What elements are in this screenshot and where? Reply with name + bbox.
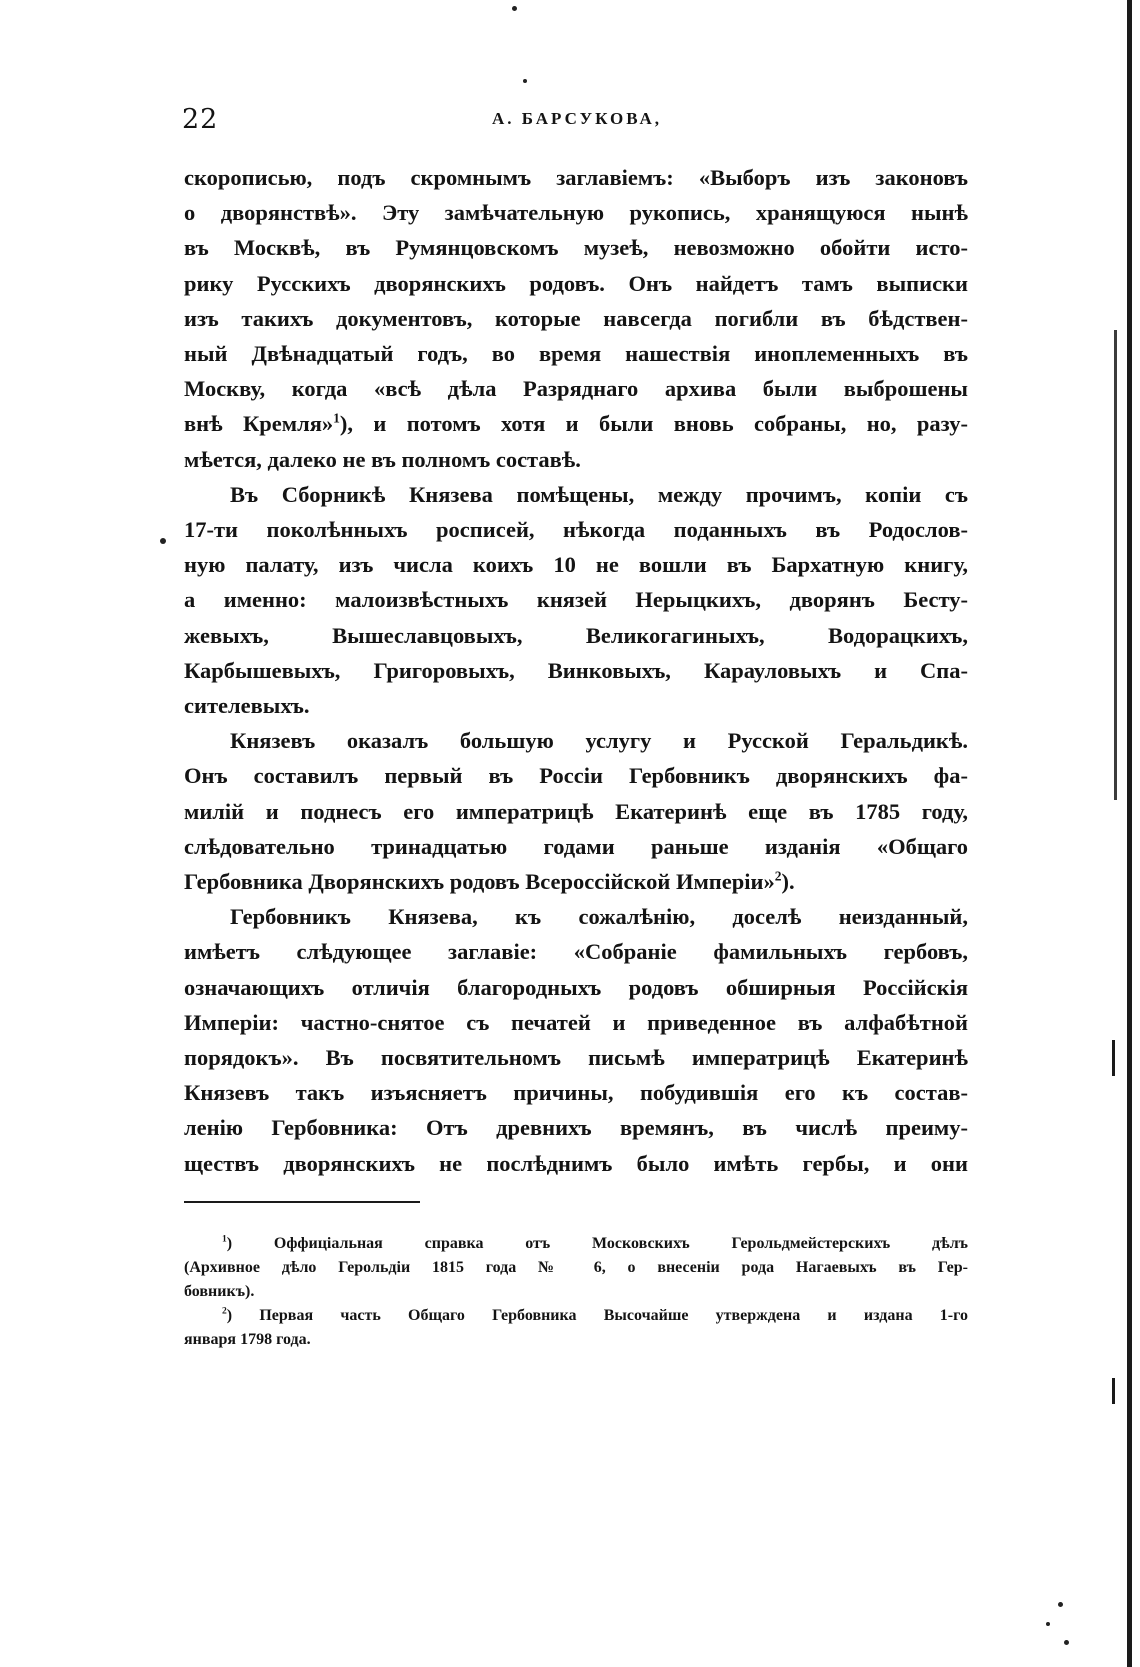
text-line: о дворянствѣ». Эту замѣчательную рукопись, хранящуюся нынѣ bbox=[184, 200, 968, 226]
text-line: ный Двѣнадцатый годъ, во время нашествія иноплеменныхъ въ bbox=[184, 341, 968, 367]
running-head bbox=[182, 104, 972, 140]
footnote-line: (Архивное дѣло Герольдіи 1815 года № 6, о внесеніи рода Нагаевыхъ въ Гер- bbox=[184, 1259, 968, 1276]
running-title: А. БАРСУКОВА, bbox=[491, 109, 663, 128]
text-line: Москву, когда «всѣ дѣла Разряднаго архива были выброшены bbox=[184, 376, 968, 402]
scan-edge-mark bbox=[1112, 1378, 1115, 1404]
text-line: ную палату, изъ числа коихъ 10 не вошли въ Бархатную книгу, bbox=[184, 552, 968, 578]
text-line: означающихъ отличія благородныхъ родовъ обширныя Россійскія bbox=[184, 974, 968, 1000]
footnote-text: ) Первая часть Общаго Гербовника Высочайше утверждена и издана 1-го bbox=[226, 1307, 968, 1324]
text-line: Князевъ оказалъ большую услугу и Русской Геральдикѣ. bbox=[230, 728, 968, 754]
text-line: а именно: малоизвѣстныхъ князей Нерыцкихъ, дворянъ Бесту- bbox=[184, 587, 968, 613]
footnote-ref-1: 1 bbox=[333, 410, 340, 426]
text-fragment: ). bbox=[781, 869, 795, 895]
text-fragment: внѣ Кремля» bbox=[184, 411, 334, 437]
scan-edge-line bbox=[1127, 0, 1132, 1667]
text-line: ленію Гербовника: Отъ древнихъ времянъ, въ числѣ преиму- bbox=[184, 1115, 968, 1141]
text-fragment: ), и потомъ хотя и были вновь собраны, но, разу- bbox=[339, 411, 968, 437]
body-text bbox=[184, 160, 968, 1181]
footnote-line: бовникъ). bbox=[184, 1283, 255, 1300]
text-line: скорописью, подъ скромнымъ заглавіемъ: «Выборъ изъ законовъ bbox=[184, 165, 968, 190]
text-line: Князевъ такъ изъясняетъ причины, побудившія его къ состав- bbox=[184, 1080, 968, 1106]
footnote-text: ) Оффиціальная справка отъ Московскихъ Герольдмейстерскихъ дѣлъ bbox=[226, 1235, 968, 1252]
text-line: имѣетъ слѣдующее заглавіе: «Собраніе фамильныхъ гербовъ, bbox=[184, 939, 968, 965]
scan-edge-mark bbox=[1114, 330, 1117, 800]
text-line: въ Москвѣ, въ Румянцовскомъ музеѣ, невозможно обойти исто- bbox=[184, 235, 968, 261]
page-number: 22 bbox=[182, 104, 219, 135]
text-line: 17-ти поколѣнныхъ росписей, нѣкогда поданныхъ въ Родослов- bbox=[184, 517, 968, 543]
text-line: изъ такихъ документовъ, которые навсегда погибли въ бѣдствен- bbox=[184, 305, 968, 331]
text-line: рику Русскихъ дворянскихъ родовъ. Онъ найдетъ тамъ выписки bbox=[184, 270, 968, 296]
footnote-2 bbox=[184, 1304, 968, 1328]
footnote-1 bbox=[184, 1232, 968, 1256]
scan-speck bbox=[160, 538, 166, 544]
footnote-divider bbox=[184, 1201, 420, 1203]
footnote-marker-1: 1 bbox=[222, 1233, 227, 1245]
scan-speck bbox=[523, 79, 527, 83]
text-line: милій и поднесъ его императрицѣ Екатеринѣ еще въ 1785 году, bbox=[184, 798, 968, 824]
text-line-with-note bbox=[184, 406, 968, 441]
scan-speck bbox=[1064, 1640, 1069, 1645]
text-line: Въ Сборникѣ Князева помѣщены, между прочимъ, копіи съ bbox=[230, 481, 968, 507]
text-line: порядокъ». Въ посвятительномъ письмѣ императрицѣ Екатеринѣ bbox=[184, 1045, 968, 1071]
text-line: ществъ дворянскихъ не послѣднимъ было имѣть гербы, и они bbox=[184, 1150, 968, 1176]
text-line: сителевыхъ. bbox=[184, 693, 310, 719]
text-line-with-note bbox=[184, 864, 968, 899]
text-line: Онъ составилъ первый въ Россіи Гербовникъ дворянскихъ фа- bbox=[184, 763, 968, 789]
text-line: Имперіи: частно-снятое съ печатей и приведенное въ алфабѣтной bbox=[184, 1009, 968, 1035]
text-line: Гербовникъ Князева, къ сожалѣнію, доселѣ неизданный, bbox=[230, 904, 968, 930]
text-line: мѣется, далеко не въ полномъ составѣ. bbox=[184, 446, 581, 472]
text-line: жевыхъ, Вышеславцовыхъ, Великогагиныхъ, Водорацкихъ, bbox=[184, 622, 968, 648]
scan-edge-mark bbox=[1112, 1040, 1115, 1076]
footnote-marker-2: 2 bbox=[222, 1305, 227, 1317]
footnote-line: января 1798 года. bbox=[184, 1331, 311, 1348]
scan-speck bbox=[512, 6, 517, 11]
footnote-ref-2: 2 bbox=[774, 868, 782, 884]
text-line: слѣдовательно тринадцатью годами раньше изданія «Общаго bbox=[184, 833, 968, 859]
scan-speck bbox=[1046, 1622, 1050, 1626]
footnotes bbox=[184, 1232, 968, 1352]
text-line: Карбышевыхъ, Григоровыхъ, Винковыхъ, Карауловыхъ и Спа- bbox=[184, 657, 968, 683]
scan-speck bbox=[1058, 1602, 1063, 1607]
text-fragment: Гербовника Дворянскихъ родовъ Всероссійской Имперіи» bbox=[184, 869, 775, 895]
